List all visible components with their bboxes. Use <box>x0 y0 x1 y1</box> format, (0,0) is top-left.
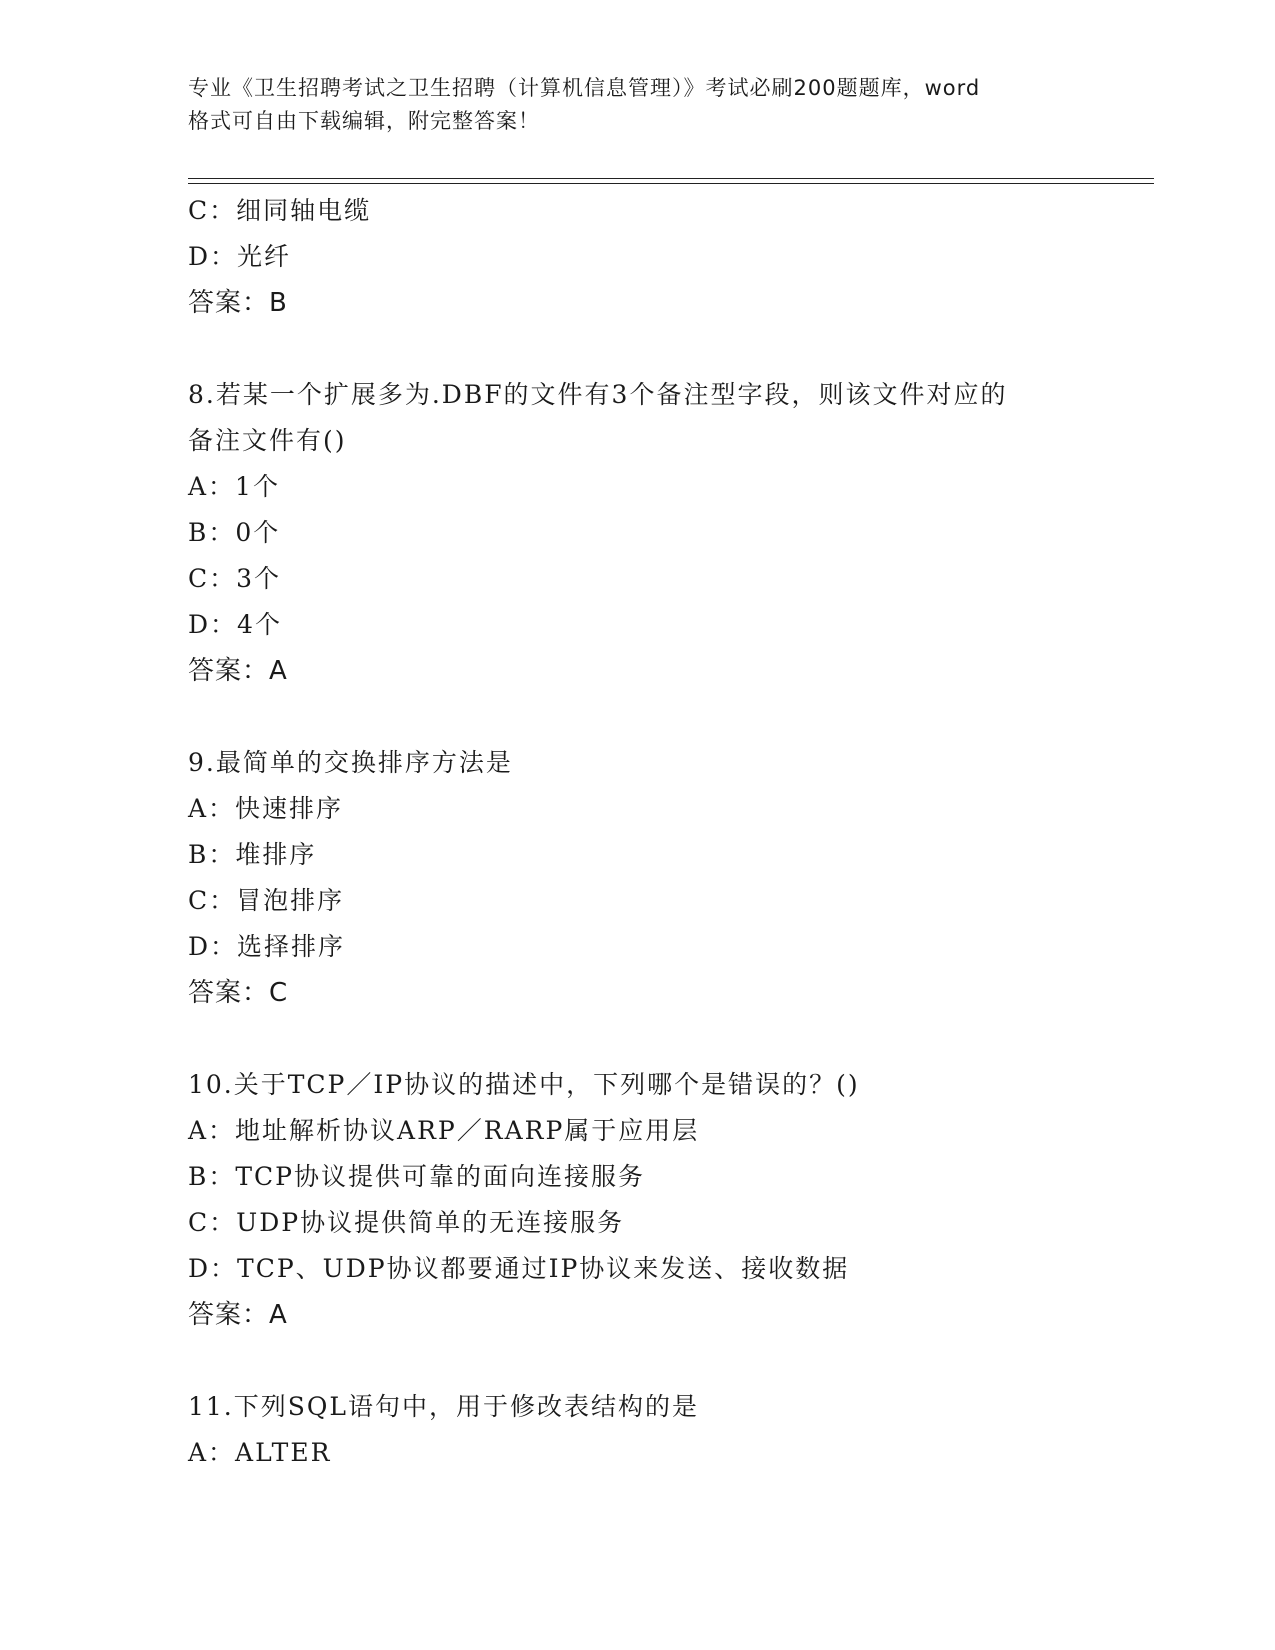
header-line-2: 格式可自由下载编辑，附完整答案！ <box>188 109 540 133</box>
answer-line: 答案：A <box>188 656 288 686</box>
spacer <box>188 1016 1148 1062</box>
option-d: D：4个 <box>188 610 282 639</box>
header-divider-top <box>188 178 1154 179</box>
option-d: D：选择排序 <box>188 932 346 961</box>
answer-line: 答案：C <box>188 978 289 1008</box>
option-c: C：冒泡排序 <box>188 886 345 915</box>
option-c: C：细同轴电缆 <box>188 196 372 225</box>
spacer <box>188 1338 1148 1384</box>
option-a: A：快速排序 <box>188 794 344 823</box>
question-11 <box>188 1384 1148 1476</box>
option-b: B：0个 <box>188 518 281 547</box>
question-10 <box>188 1062 1148 1338</box>
document-header <box>188 72 1088 138</box>
question-list <box>188 188 1148 1476</box>
answer-line: 答案：A <box>188 1300 288 1330</box>
option-d: D：光纤 <box>188 242 292 271</box>
spacer <box>188 326 1148 372</box>
question-stem: 11.下列SQL语句中，用于修改表结构的是 <box>188 1392 699 1421</box>
question-stem: 8.若某一个扩展多为.DBF的文件有3个备注型字段，则该文件对应的 <box>188 380 1008 409</box>
question-8 <box>188 372 1148 694</box>
question-stem: 10.关于TCP／IP协议的描述中，下列哪个是错误的？() <box>188 1070 860 1099</box>
header-divider-bottom <box>188 183 1154 184</box>
spacer <box>188 694 1148 740</box>
question-9 <box>188 740 1148 1016</box>
question-7 <box>188 188 1148 326</box>
answer-line: 答案：B <box>188 288 288 318</box>
option-b: B：TCP协议提供可靠的面向连接服务 <box>188 1162 645 1191</box>
question-stem-continued: 备注文件有() <box>188 426 347 455</box>
question-stem: 9.最简单的交换排序方法是 <box>188 748 513 777</box>
option-a: A：ALTER <box>188 1438 332 1467</box>
option-a: A：地址解析协议ARP／RARP属于应用层 <box>188 1116 700 1145</box>
option-d: D：TCP、UDP协议都要通过IP协议来发送、接收数据 <box>188 1254 850 1283</box>
option-c: C：UDP协议提供简单的无连接服务 <box>188 1208 625 1237</box>
option-a: A：1个 <box>188 472 280 501</box>
header-line-1: 专业《卫生招聘考试之卫生招聘（计算机信息管理）》考试必刷200题题库，word <box>188 76 981 100</box>
option-c: C：3个 <box>188 564 282 593</box>
option-b: B：堆排序 <box>188 840 317 869</box>
